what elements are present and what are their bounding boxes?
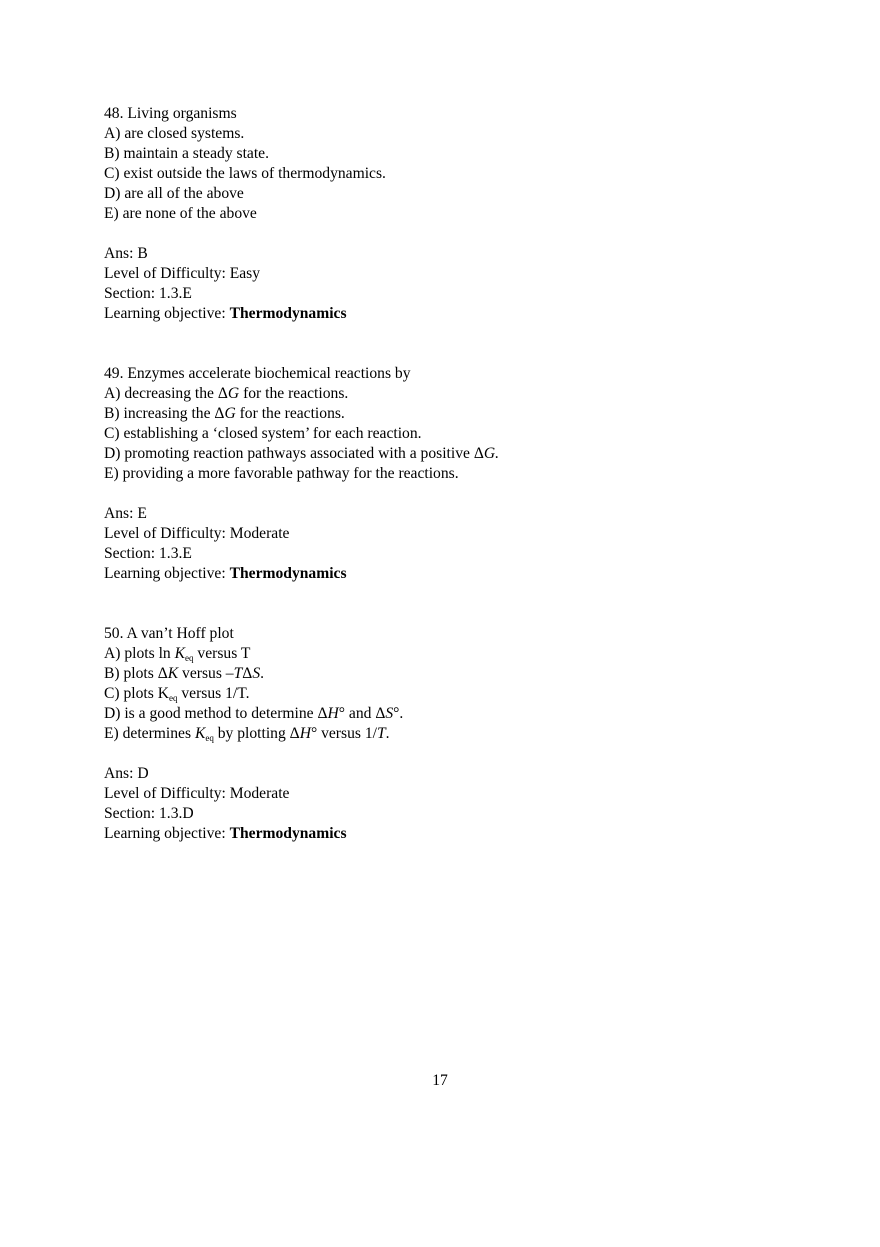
- option-b: B) plots ΔK versus –TΔS.: [104, 665, 265, 682]
- page-number: 17: [432, 1072, 448, 1089]
- section: Section: 1.3.E: [104, 545, 192, 562]
- answer: Ans: D: [104, 765, 149, 782]
- objective-value: Thermodynamics: [229, 825, 347, 842]
- question-stem: 50. A van’t Hoff plot: [104, 625, 234, 642]
- question-stem: 48. Living organisms: [104, 105, 237, 122]
- option-c: C) establishing a ‘closed system’ for each reaction.: [104, 425, 422, 442]
- option-a: A) are closed systems.: [104, 125, 245, 142]
- section: Section: 1.3.E: [104, 285, 192, 302]
- objective-label: Learning objective:: [104, 305, 230, 322]
- option-b: B) increasing the ΔG for the reactions.: [104, 405, 345, 422]
- option-d: D) promoting reaction pathways associated with a positive ΔG.: [104, 445, 500, 462]
- option-d: D) is a good method to determine ΔH° and ΔS°.: [104, 705, 404, 722]
- answer: Ans: B: [104, 245, 148, 262]
- objective-value: Thermodynamics: [229, 565, 347, 582]
- objective-label: Learning objective:: [104, 825, 230, 842]
- option-b: B) maintain a steady state.: [104, 145, 269, 162]
- objective-label: Learning objective:: [104, 565, 230, 582]
- option-e: E) determines $K_{eq}$ by plotting ΔH° versus 1/T.: [104, 725, 390, 743]
- question-50: [104, 624, 804, 844]
- option-a: A) decreasing the ΔG for the reactions.: [104, 385, 349, 402]
- objective-value: Thermodynamics: [229, 305, 347, 322]
- answer: Ans: E: [104, 505, 147, 522]
- option-e: E) are none of the above: [104, 205, 257, 222]
- learning-objective: [104, 824, 804, 844]
- learning-objective: [104, 304, 804, 324]
- question-49: [104, 364, 804, 584]
- learning-objective: [104, 564, 804, 584]
- option-c: C) plots $K_{eq}$ versus 1/T.: [104, 685, 250, 703]
- difficulty: Level of Difficulty: Moderate: [104, 785, 290, 802]
- difficulty: Level of Difficulty: Moderate: [104, 525, 290, 542]
- section: Section: 1.3.D: [104, 805, 194, 822]
- question-stem: 49. Enzymes accelerate biochemical reactions by: [104, 365, 411, 382]
- option-e: E) providing a more favorable pathway for the reactions.: [104, 465, 459, 482]
- difficulty: Level of Difficulty: Easy: [104, 265, 261, 282]
- option-d: D) are all of the above: [104, 185, 244, 202]
- document-page: [104, 104, 804, 844]
- option-c: C) exist outside the laws of thermodynamics.: [104, 165, 386, 182]
- option-a: A) plots $\ln K_{eq}$ versus T: [104, 645, 251, 663]
- question-48: [104, 104, 804, 324]
